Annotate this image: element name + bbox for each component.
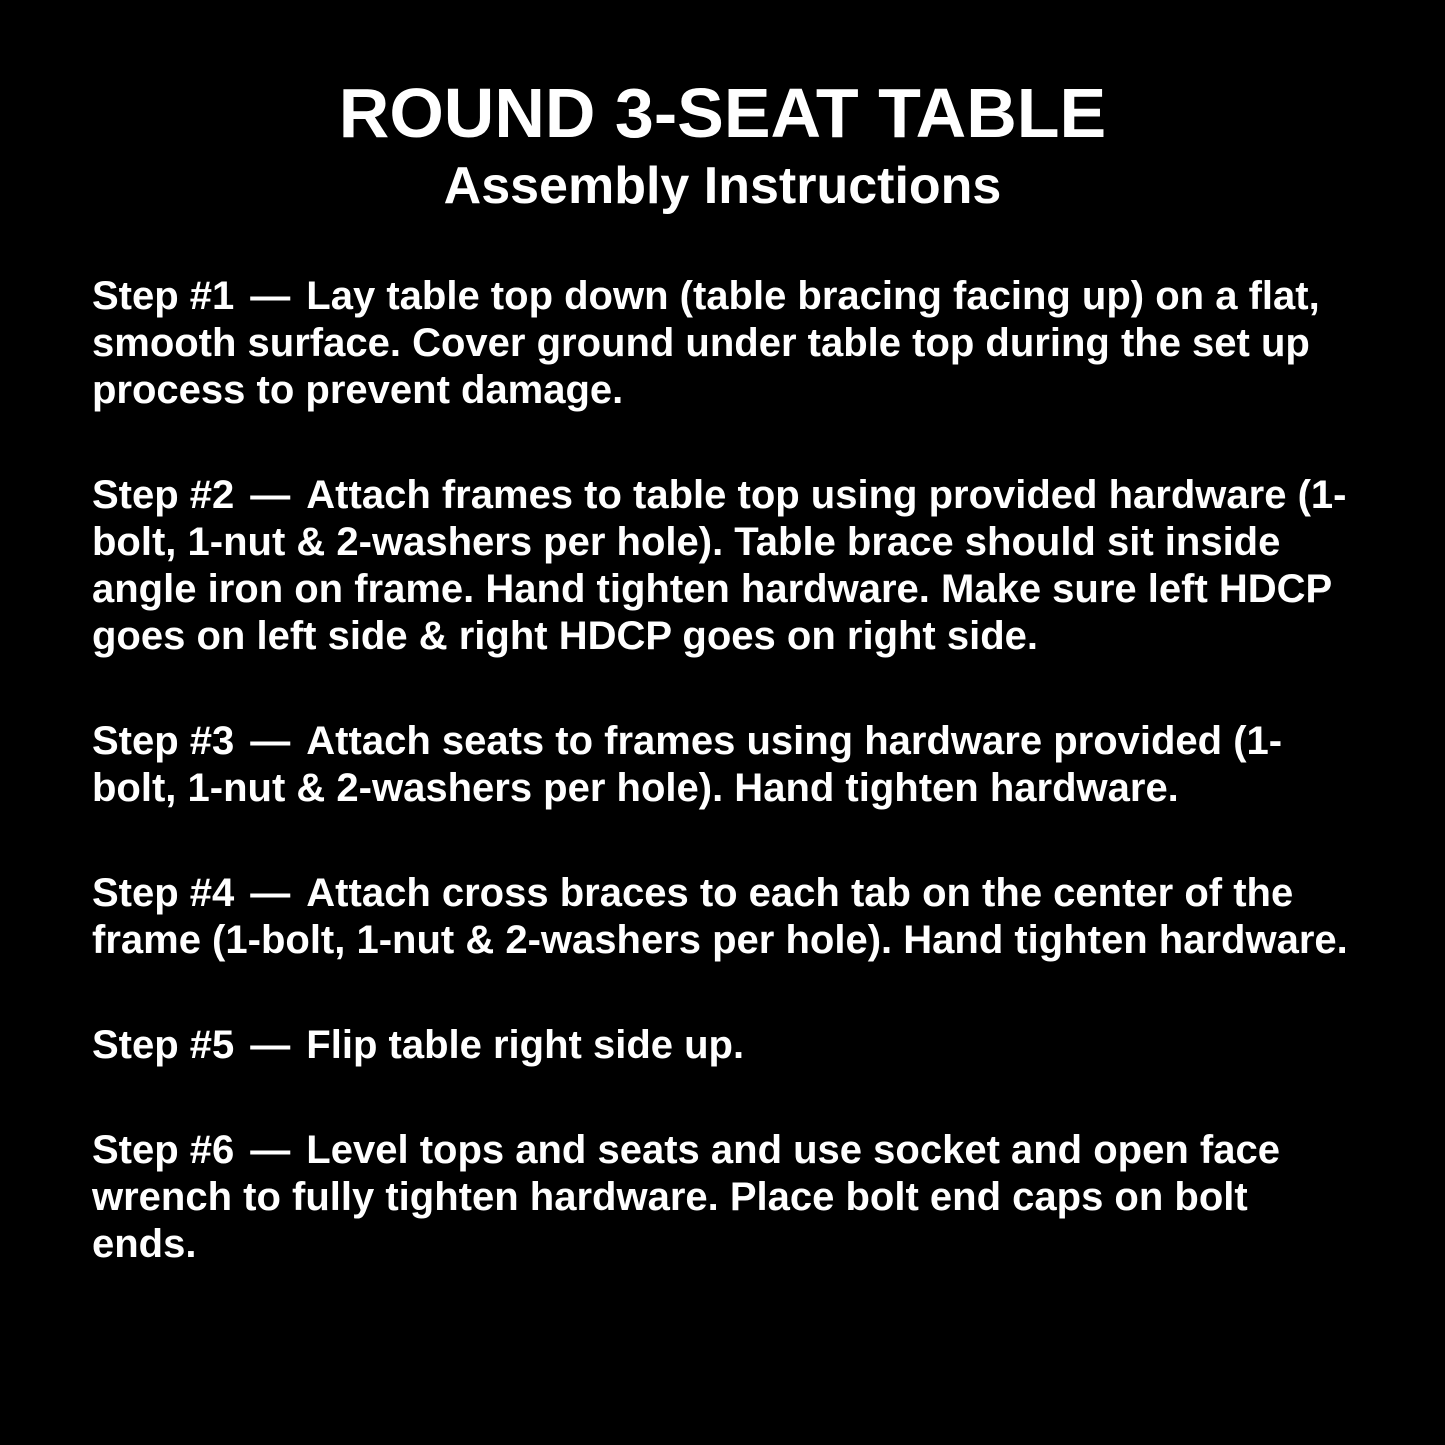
em-dash-separator: — [250,871,291,916]
poster-title: ROUND 3-SEAT TABLE [338,74,1107,152]
step-label: Step #2 [92,473,235,518]
step-5-paragraph [92,1022,1353,1069]
em-dash-separator: — [250,473,291,518]
step-label: Step #4 [92,871,235,916]
step-label: Step #5 [92,1023,235,1068]
poster-subtitle: Assembly Instructions [443,157,1002,215]
step-4-paragraph [92,870,1353,964]
step-1-paragraph [92,273,1353,414]
step-2-paragraph [92,472,1353,660]
step-text: Lay table top down (table bracing facing up) on a flat, smooth surface. Cover ground under table top during the set up process to prevent damage. [92,274,1320,413]
step-3-paragraph [92,718,1353,812]
em-dash-separator: — [250,1023,291,1068]
step-label: Step #6 [92,1128,235,1173]
step-6-paragraph [92,1127,1353,1268]
step-text: Flip table right side up. [306,1023,745,1068]
step-text: Attach seats to frames using hardware provided (1-bolt, 1-nut & 2-washers per hole). Hand tighten hardware. [92,719,1283,811]
step-text: Level tops and seats and use socket and open face wrench to fully tighten hardware. Place bolt end caps on bolt ends. [92,1128,1280,1267]
step-text: Attach frames to table top using provided hardware (1-bolt, 1-nut & 2-washers per hole). Table brace should sit inside angle iron on frame. Hand tighten hardware. Make sure left HDCP goes on left side & right HDCP goes on right side. [92,473,1347,659]
step-label: Step #1 [92,274,235,319]
em-dash-separator: — [250,1128,291,1173]
steps-list [92,273,1353,1268]
em-dash-separator: — [250,274,291,319]
step-label: Step #3 [92,719,235,764]
em-dash-separator: — [250,719,291,764]
step-text: Attach cross braces to each tab on the center of the frame (1-bolt, 1-nut & 2-washers per hole). Hand tighten hardware. [92,871,1348,963]
